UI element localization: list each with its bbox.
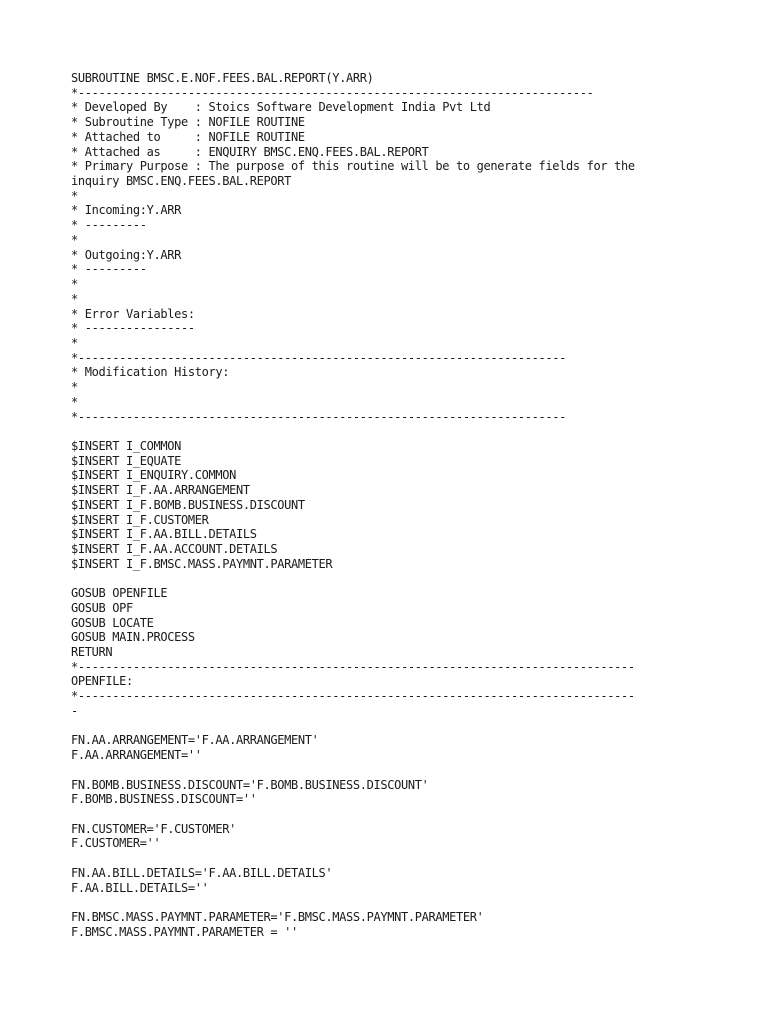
blank-line [71, 851, 751, 866]
gosub-statement: GOSUB MAIN.PROCESS [71, 630, 195, 645]
insert-statement: $INSERT I_COMMON [71, 438, 181, 453]
return-statement: RETURN [71, 645, 113, 660]
comment-attached-to: * Attached to : NOFILE ROUTINE [71, 129, 305, 144]
code-listing [71, 71, 751, 939]
comment-underline: * --------- [71, 218, 147, 233]
comment-underline: * --------- [71, 262, 147, 277]
insert-statement: $INSERT I_F.BMSC.MASS.PAYMNT.PARAMETER [71, 556, 333, 571]
comment-line: * [71, 335, 78, 350]
insert-statement: $INSERT I_EQUATE [71, 453, 181, 468]
assignment-statement: F.CUSTOMER='' [71, 836, 161, 851]
insert-statement: $INSERT I_ENQUIRY.COMMON [71, 468, 236, 483]
blank-line [71, 895, 751, 910]
assignment-statement: F.AA.ARRANGEMENT='' [71, 748, 202, 763]
assignment-statement: FN.AA.ARRANGEMENT='F.AA.ARRANGEMENT' [71, 733, 319, 748]
comment-line: * [71, 277, 78, 292]
comment-line: * [71, 232, 78, 247]
comment-line: * [71, 394, 78, 409]
blank-line [71, 763, 751, 778]
subroutine-header: SUBROUTINE BMSC.E.NOF.FEES.BAL.REPORT(Y.ARR) [71, 71, 374, 85]
separator-line: *--------------------------------------------------------------------------- [71, 85, 594, 100]
insert-statement: $INSERT I_F.AA.ARRANGEMENT [71, 483, 250, 498]
comment-developed-by: * Developed By : Stoics Software Development India Pvt Ltd [71, 100, 491, 115]
comment-line: * [71, 380, 78, 395]
separator-line: *----------------------------------------------------------------------- [71, 350, 566, 365]
blank-line [71, 424, 751, 439]
separator-line: *----------------------------------------------------------------------- [71, 409, 566, 424]
comment-line: * [71, 291, 78, 306]
assignment-statement: FN.BMSC.MASS.PAYMNT.PARAMETER='F.BMSC.MASS.PAYMNT.PARAMETER' [71, 909, 484, 924]
gosub-statement: GOSUB OPENFILE [71, 586, 168, 601]
comment-underline: * ---------------- [71, 321, 195, 336]
insert-statement: $INSERT I_F.CUSTOMER [71, 512, 209, 527]
blank-line [71, 719, 751, 734]
gosub-statement: GOSUB OPF [71, 600, 133, 615]
insert-statement: $INSERT I_F.AA.BILL.DETAILS [71, 527, 257, 542]
assignment-statement: F.BOMB.BUSINESS.DISCOUNT='' [71, 792, 257, 807]
comment-outgoing: * Outgoing:Y.ARR [71, 247, 181, 262]
insert-statement: $INSERT I_F.BOMB.BUSINESS.DISCOUNT [71, 497, 305, 512]
assignment-statement: FN.AA.BILL.DETAILS='F.AA.BILL.DETAILS' [71, 865, 333, 880]
gosub-statement: GOSUB LOCATE [71, 615, 154, 630]
blank-line [71, 807, 751, 822]
comment-error-variables: * Error Variables: [71, 306, 195, 321]
blank-line [71, 571, 751, 586]
separator-wrap: - [71, 703, 78, 718]
assignment-statement: FN.BOMB.BUSINESS.DISCOUNT='F.BOMB.BUSINESS.DISCOUNT' [71, 777, 429, 792]
assignment-statement: F.BMSC.MASS.PAYMNT.PARAMETER = '' [71, 924, 298, 939]
insert-statement: $INSERT I_F.AA.ACCOUNT.DETAILS [71, 542, 278, 556]
comment-line: * [71, 188, 78, 203]
label-openfile: OPENFILE: [71, 674, 133, 689]
assignment-statement: F.AA.BILL.DETAILS='' [71, 880, 209, 895]
comment-incoming: * Incoming:Y.ARR [71, 203, 181, 218]
comment-modification-history: * Modification History: [71, 365, 230, 380]
separator-line: *--------------------------------------------------------------------------------- [71, 659, 635, 674]
separator-line: *--------------------------------------------------------------------------------- [71, 689, 635, 704]
comment-primary-purpose-cont: inquiry BMSC.ENQ.FEES.BAL.REPORT [71, 174, 291, 189]
assignment-statement: FN.CUSTOMER='F.CUSTOMER' [71, 821, 236, 836]
comment-subroutine-type: * Subroutine Type : NOFILE ROUTINE [71, 115, 305, 130]
comment-attached-as: * Attached as : ENQUIRY BMSC.ENQ.FEES.BAL.REPORT [71, 144, 429, 159]
comment-primary-purpose: * Primary Purpose : The purpose of this routine will be to generate fields for the [71, 159, 635, 174]
